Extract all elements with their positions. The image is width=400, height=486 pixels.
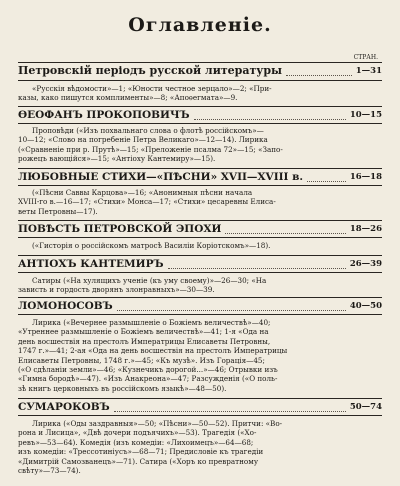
contents-line: «Утреннее размышленіе о Божіемъ величествѣ»—41; 1-я «Ода на: [18, 327, 269, 337]
section-heading: [18, 108, 382, 122]
divider: [18, 80, 382, 81]
divider: [18, 237, 382, 238]
section-contents: [18, 241, 382, 250]
dot-leader: [225, 225, 345, 234]
section-pages: 10—15: [349, 110, 382, 120]
divider: [18, 297, 382, 298]
section-contents: [18, 84, 382, 103]
dot-leader: [286, 67, 352, 76]
contents-line: Проповѣди («Изъ похвальнаго слова о флотѣ россійскомъ»—: [32, 126, 264, 135]
dot-leader: [307, 173, 346, 182]
contents-line: («Пѣсни Саввы Карцова»—16; «Анонимныя пѣсни начала: [32, 188, 253, 197]
contents-line: («Гисторія о россійскомъ матросѣ Василіи Коріотскомъ»—18).: [32, 241, 271, 250]
section-heading: [18, 400, 382, 414]
page-title: Оглавленіе.: [128, 14, 272, 36]
section-title: АНТІОХЪ КАНТЕМИРЪ: [18, 258, 164, 270]
section-pages: 16—18: [349, 172, 382, 182]
contents-line: «Димитрій Самозванецъ»—71). Сатира («Хоръ ко превратному: [18, 456, 259, 466]
divider: [18, 168, 382, 169]
contents-line: свѣту»—73—74).: [18, 466, 81, 476]
contents-line: рожецъ вающійся»—15; «Антіоху Кантемиру»—15).: [18, 154, 216, 164]
section-title: ѲЕОФАНЪ ПРОКОПОВИЧЪ: [18, 109, 190, 121]
dot-leader: [114, 403, 346, 412]
contents-line: рона и Лисица», «Двѣ дочери подъячихъ»—53). Трагедія («Хо-: [18, 428, 257, 438]
section-contents: [18, 188, 382, 216]
contents-line: Елисаветы Петровны, 1748 г.»—45; «Къ музѣ». Изъ Горація—45;: [18, 355, 265, 365]
section-heading: [18, 299, 382, 313]
dot-leader: [168, 260, 346, 269]
section-title: ПОВѢСТЬ ПЕТРОВСКОЙ ЭПОХИ: [18, 223, 222, 235]
dot-leader: [117, 302, 346, 311]
section-pages: 50—74: [349, 402, 382, 412]
section-contents: [18, 276, 382, 295]
contents-line: XVIII-го в.—16—17; «Стихи» Монса—17; «Стихи» цесаревны Елиса-: [18, 197, 276, 207]
section-heading: [18, 64, 382, 78]
contents-line: 10—12; «Слово на погребеніе Петра Великаго»—12—14). Лирика: [18, 135, 268, 145]
contents-line: «Гимна бородѣ»—47). «Изъ Анакреона»—47; Разсужденія («О поль-: [18, 374, 278, 384]
contents-line: («О сдѣланіи земли»—46; «Кузнечикъ дорогой...»—46; Отрывки изъ: [18, 365, 278, 375]
section-contents: [18, 126, 382, 164]
divider: [18, 415, 382, 416]
section-contents: [18, 318, 382, 393]
contents-line: Лирика («Оды заздравныя»—50; «Пѣсни»—50—52). Притчи: «Во-: [32, 419, 283, 428]
divider: [18, 62, 382, 63]
divider: [18, 220, 382, 221]
section-pages: 40—50: [349, 301, 382, 311]
contents-line: изъ комедіи: «Трессотиніусъ»—68—71; Предисловіе къ трагедіи: [18, 447, 264, 457]
divider: [18, 398, 382, 399]
divider: [18, 255, 382, 256]
contents-line: ревъ»—53—64). Комедія (изъ комедіи: «Лихоимецъ»—64—68;: [18, 437, 254, 447]
contents-line: Сатиры («На хулящихъ ученіе (къ уму своему)»—26—30; «На: [32, 276, 267, 285]
contents-line: зависть и гордость дворянъ злонравныхъ»—30—39.: [18, 285, 215, 295]
section-title: Петровскій періодъ русской литературы: [18, 64, 283, 77]
dot-leader: [194, 111, 346, 120]
divider: [18, 272, 382, 273]
section-pages: 18—26: [349, 224, 382, 234]
section-title: СУМАРОКОВЪ: [18, 401, 110, 413]
section-pages: 26—39: [349, 259, 382, 269]
section-heading: [18, 222, 382, 236]
contents-line: зѣ книгъ церковныхъ въ россійскомъ языкѣ»—48—50).: [18, 383, 227, 393]
contents-line: день восшествія на престолъ Императрицы Елисаветы Петровны,: [18, 336, 271, 346]
section-title: ЛЮБОВНЫЕ СТИХИ—«ПѢСНИ» XVII—XVIII в.: [18, 171, 304, 183]
contents-line: веты Петровны—17).: [18, 206, 98, 216]
section-heading: [18, 170, 382, 184]
divider: [18, 314, 382, 315]
contents-line: «Русскія вѣдомости»—1; «Юности честное зерцало»—2; «При-: [32, 84, 272, 93]
divider: [18, 106, 382, 107]
contents-line: Лирика («Вечернее размышленіе о Божіемъ величествѣ»—40;: [32, 318, 271, 327]
section-contents: [18, 419, 382, 475]
divider: [18, 123, 382, 124]
contents-line: («Сравненіе при р. Прутѣ»—15; «Преложеніе псалма 72»—15; «Запо-: [18, 144, 283, 154]
contents-line: 1747 г.»—41; 2-ая «Ода на день восшествія на престолъ Императрицы: [18, 346, 288, 356]
section-title: ЛОМОНОСОВЪ: [18, 300, 113, 312]
contents-line: казы, како пишутся комплименты»—8; «Апоѳегмата»—9.: [18, 93, 238, 103]
pages-column-label: СТРАН.: [353, 54, 378, 61]
divider: [18, 185, 382, 186]
section-heading: [18, 257, 382, 271]
section-pages: 1—31: [355, 66, 382, 76]
